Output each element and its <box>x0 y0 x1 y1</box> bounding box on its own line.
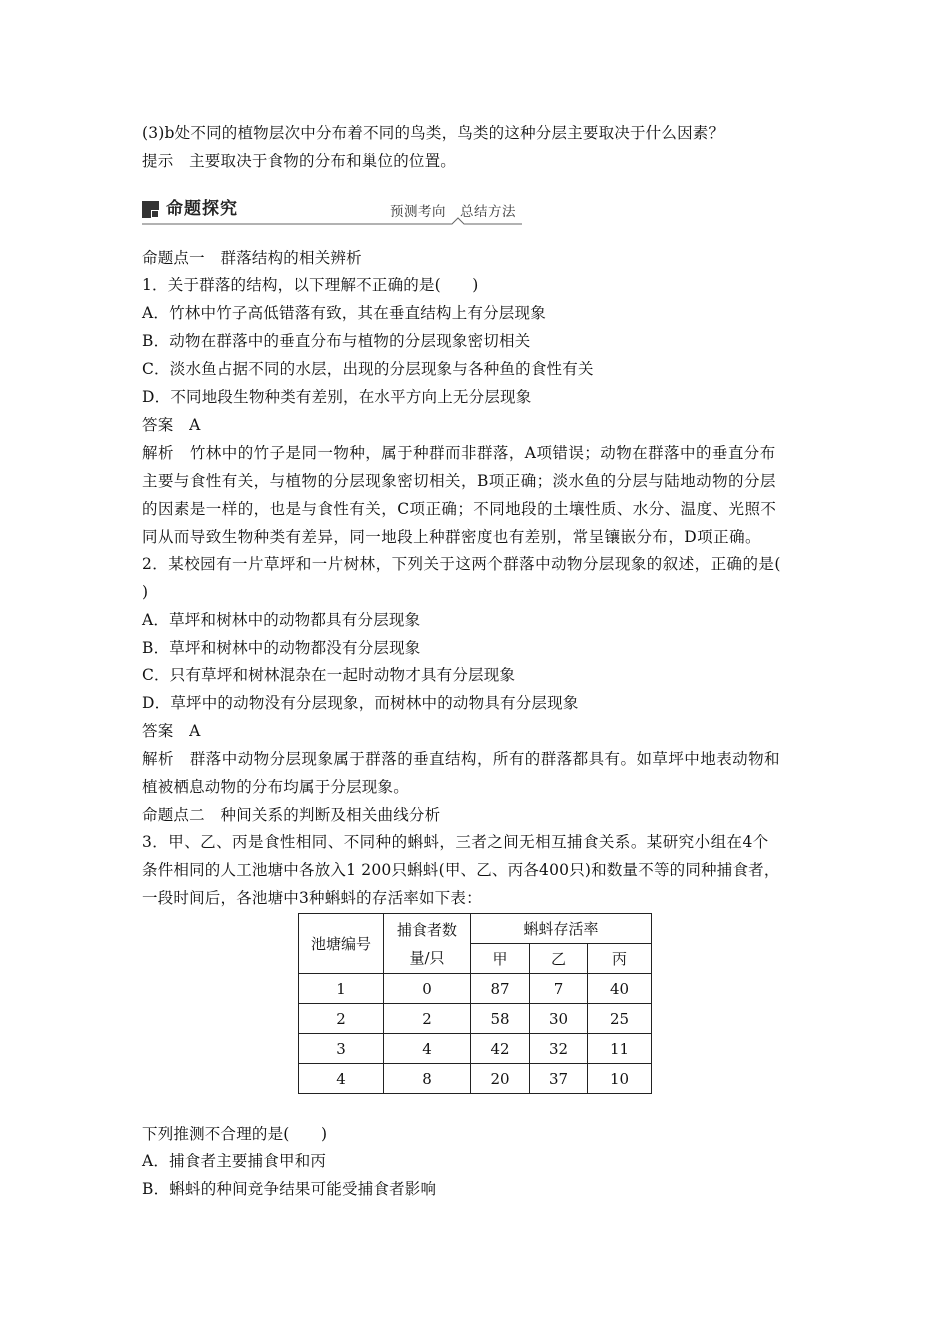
table-cell: 2 <box>384 1004 471 1034</box>
table-cell: 2 <box>299 1004 384 1034</box>
table-cell: 32 <box>530 1034 588 1064</box>
table-row <box>299 1064 652 1094</box>
q3-stem-line: 条件相同的人工池塘中各放入1 200只蝌蚪(甲、乙、丙各400只)和数量不等的同种捕食者， <box>142 861 780 879</box>
table-cell: 4 <box>384 1034 471 1064</box>
q1-option-c: C．淡水鱼占据不同的水层，出现的分层现象与各种鱼的食性有关 <box>142 360 594 378</box>
q1-stem: 1．关于群落的结构，以下理解不正确的是( ) <box>142 276 479 294</box>
q1-option-a: A．竹林中竹子高低错落有致，其在垂直结构上有分层现象 <box>142 304 546 322</box>
predator-header-line-1: 捕食者数 <box>396 920 457 939</box>
q3-stem-line: 3．甲、乙、丙是食性相同、不同种的蝌蚪，三者之间无相互捕食关系。某研究小组在4个 <box>142 833 769 851</box>
q3-stem-line: 一段时间后，各池塘中3种蝌蚪的存活率如下表： <box>142 889 482 907</box>
survival-rate-table <box>298 913 652 1094</box>
table-cell: 20 <box>471 1064 530 1094</box>
q2-analysis-line: 解析 群落中动物分层现象属于群落的垂直结构，所有的群落都具有。如草坪中地表动物和 <box>142 750 781 768</box>
question-3-text: (3)b处不同的植物层次中分布着不同的鸟类，鸟类的这种分层主要取决于什么因素？ <box>142 124 725 142</box>
q1-option-b: B．动物在群落中的垂直分布与植物的分层现象密切相关 <box>142 332 531 350</box>
q3-option-a: A．捕食者主要捕食甲和丙 <box>142 1152 327 1170</box>
table-cell: 30 <box>530 1004 588 1034</box>
q2-option-a: A．草坪和树林中的动物都具有分层现象 <box>142 611 421 629</box>
q2-stem: 2．某校园有一片草坪和一片树林，下列关于这两个群落中动物分层现象的叙述，正确的是( <box>142 555 781 573</box>
table-row <box>299 974 652 1004</box>
table-cell: 7 <box>530 974 588 1004</box>
q2-analysis-line: 植被栖息动物的分布均属于分层现象。 <box>142 778 409 796</box>
table-header-predator-count <box>384 914 471 974</box>
q2-stem-close: ) <box>142 583 149 601</box>
q2-option-b: B．草坪和树林中的动物都没有分层现象 <box>142 639 421 657</box>
q3-followup: 下列推测不合理的是( ) <box>142 1125 328 1143</box>
table-cell: 10 <box>588 1064 652 1094</box>
section-1-heading: 命题点一 群落结构的相关辨析 <box>142 249 362 267</box>
q1-option-d: D．不同地段生物种类有差别，在水平方向上无分层现象 <box>142 388 532 406</box>
table-cell: 0 <box>384 974 471 1004</box>
table-cell: 25 <box>588 1004 652 1034</box>
table-row <box>299 1034 652 1064</box>
table-cell: 8 <box>384 1064 471 1094</box>
q2-option-d: D．草坪中的动物没有分层现象，而树林中的动物具有分层现象 <box>142 694 579 712</box>
q3-option-b: B．蝌蚪的种间竞争结果可能受捕食者影响 <box>142 1180 437 1198</box>
section-banner <box>142 198 522 228</box>
table-cell: 37 <box>530 1064 588 1094</box>
table-header-survival-rate: 蝌蚪存活率 <box>471 914 652 944</box>
table-header-pond-id: 池塘编号 <box>299 914 384 974</box>
q1-analysis-line: 同从而导致生物种类有差异，同一地段上种群密度也有差别，常呈镶嵌分布，D项正确。 <box>142 528 761 546</box>
table-cell: 42 <box>471 1034 530 1064</box>
q1-analysis-line: 主要与食性有关，与植物的分层现象密切相关，B项正确；淡水鱼的分层与陆地动物的分层 <box>142 472 776 490</box>
predator-header-line-2: 量/只 <box>409 948 445 967</box>
table-cell: 1 <box>299 974 384 1004</box>
q2-option-c: C．只有草坪和树林混杂在一起时动物才具有分层现象 <box>142 666 516 684</box>
table-cell: 87 <box>471 974 530 1004</box>
table-cell: 40 <box>588 974 652 1004</box>
table-header-jia: 甲 <box>471 944 530 974</box>
q1-answer: 答案 A <box>142 416 201 434</box>
table-row <box>299 1004 652 1034</box>
table-cell: 4 <box>299 1064 384 1094</box>
table-cell: 3 <box>299 1034 384 1064</box>
hint-text: 提示 主要取决于食物的分布和巢位的位置。 <box>142 152 457 170</box>
q1-analysis-line: 的因素是一样的，也是与食性有关，C项正确；不同地段的土壤性质、水分、温度、光照不 <box>142 500 777 518</box>
section-2-heading: 命题点二 种间关系的判断及相关曲线分析 <box>142 806 441 824</box>
banner-underline <box>142 216 522 228</box>
banner-title: 命题探究 <box>166 199 238 219</box>
table-cell: 58 <box>471 1004 530 1034</box>
q2-answer: 答案 A <box>142 722 201 740</box>
table-cell: 11 <box>588 1034 652 1064</box>
table-header-yi: 乙 <box>530 944 588 974</box>
table-header-bing: 丙 <box>588 944 652 974</box>
banner-subtitle: 预测考向 总结方法 <box>390 204 516 220</box>
q1-analysis-line: 解析 竹林中的竹子是同一物种，属于种群而非群落，A项错误；动物在群落中的垂直分布 <box>142 444 776 462</box>
